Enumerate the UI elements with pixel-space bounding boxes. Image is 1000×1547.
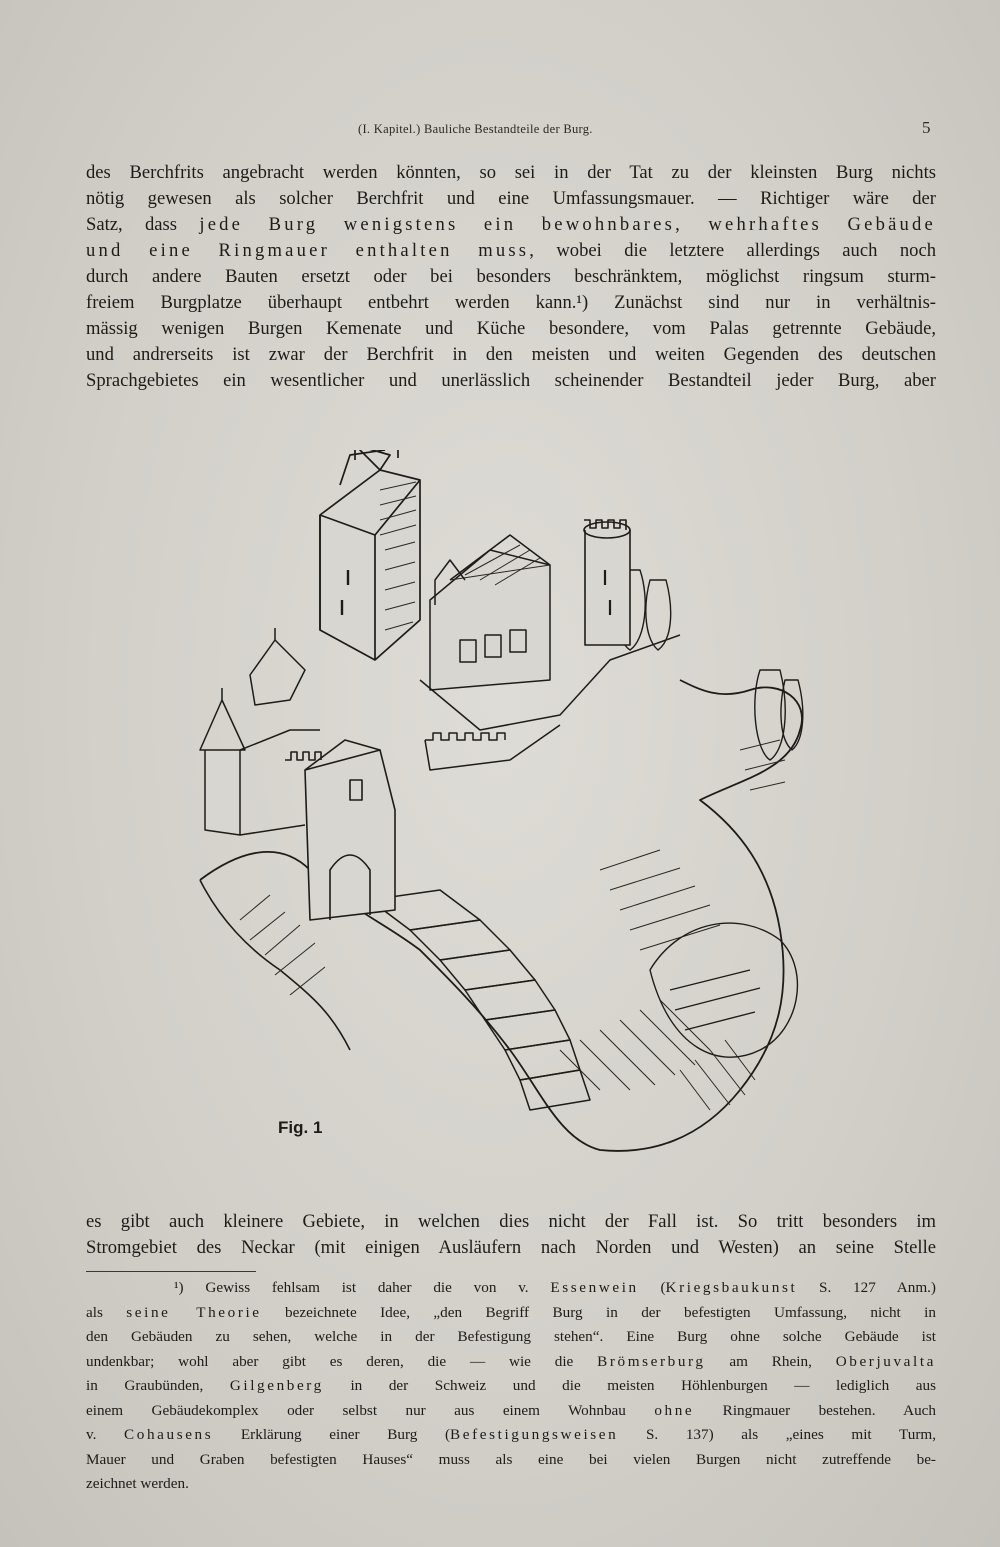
footnote-line: den Gebäuden zu sehen, welche in der Befestigung stehen“. Eine Burg ohne solche Gebäude ist [86,1328,936,1345]
text-line: und eine Ringmauer enthalten muss, wobei die letztere allerdings auch noch [86,240,936,261]
footnote-line: zeichnet werden. [86,1475,189,1492]
text-line: es gibt auch kleinere Gebiete, in welchen dies nicht der Fall ist. So tritt besonders im [86,1211,936,1232]
footnote-line: undenkbar; wohl aber gibt es deren, die — wie die Brömserburg am Rhein, Oberjuvalta [86,1352,936,1370]
castle-illustration [180,450,820,1190]
running-header [0,118,1000,142]
text-line: des Berchfrits angebracht werden könnten, so sei in der Tat zu der kleinsten Burg nichts [86,162,936,183]
footnote-line: in Graubünden, Gilgenberg in der Schweiz und die meisten Höhlenburgen — lediglich aus [86,1377,936,1394]
emphasized-text: jede Burg wenigstens ein bewohnbares, wehrhaftes Gebäude [199,214,936,235]
text-line: nötig gewesen als solcher Berchfrit und eine Umfassungsmauer. — Richtiger wäre der [86,188,936,209]
page-number: 5 [922,118,931,137]
text-line: mässig wenigen Burgen Kemenate und Küche besondere, vom Palas getrennte Gebäude, [86,318,936,339]
text-line: und andrerseits ist zwar der Berchfrit in den meisten und weiten Gegenden des deutschen [86,344,936,365]
text-line: durch andere Bauten ersetzt oder bei besonders beschränktem, möglichst ringsum sturm- [86,266,936,287]
emphasized-text: und eine Ringmauer enthalten muss [86,240,530,261]
figure-caption: Fig. 1 [278,1118,323,1137]
text-line: freiem Burgplatze überhaupt entbehrt werden kann.¹) Zunächst sind nur in verhältnis- [86,292,936,313]
chapter-title: (I. Kapitel.) Bauliche Bestandteile der Burg. [358,122,593,136]
text-line: Sprachgebietes ein wesentlicher und unerlässlich scheinender Bestandteil jeder Burg, aber [86,370,936,391]
footnote-line: ¹) Gewiss fehlsam ist daher die von v. Essenwein (Kriegsbaukunst S. 127 Anm.) [174,1279,936,1296]
footnote-marker: ¹) [174,1279,184,1296]
footnote-line: einem Gebäudekomplex oder selbst nur aus einem Wohnbau ohne Ringmauer bestehen. Auch [86,1401,936,1419]
text-line: Satz, dass jede Burg wenigstens ein bewohnbares, wehrhaftes Gebäude [86,214,936,235]
footnote [86,1276,936,1497]
footnote-line: Mauer und Graben befestigten Hauses“ muss als eine bei vielen Burgen nicht zutreffende be- [86,1450,936,1468]
paragraph-bottom [86,1209,936,1261]
paragraph-top [86,160,936,394]
text-line: Stromgebiet des Neckar (mit einigen Ausläufern nach Norden und Westen) an seine Stelle [86,1237,936,1258]
footnote-line: als seine Theorie bezeichnete Idee, „den Begriff Burg in der befestigten Umfassung, nicht in [86,1303,936,1321]
footnote-line: v. Cohausens Erklärung einer Burg (Befestigungsweisen S. 137) als „eines mit Turm, [86,1426,937,1443]
footnote-separator [86,1271,256,1272]
